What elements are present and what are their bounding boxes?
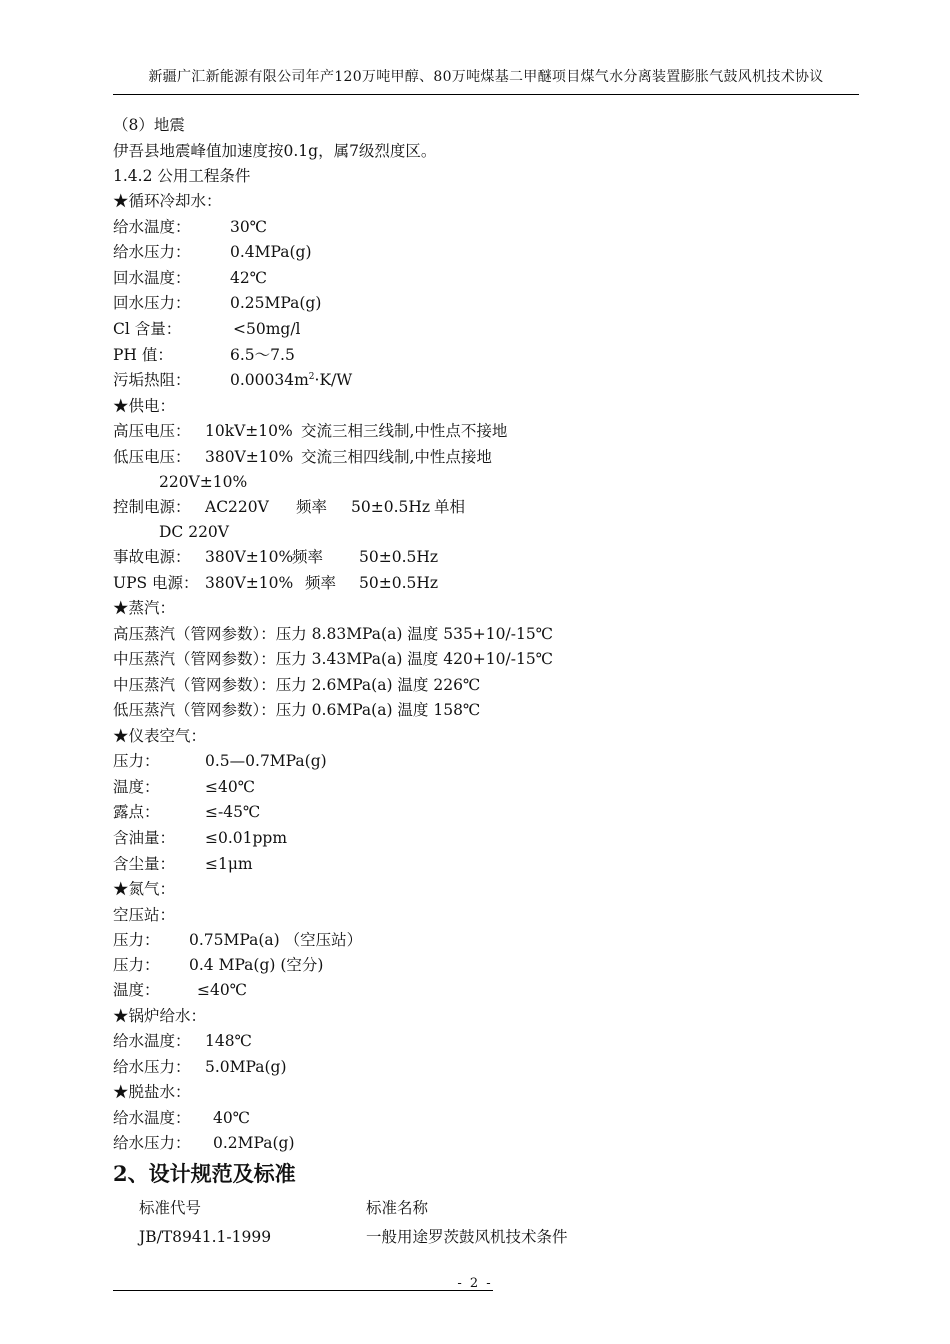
power-emergency-label: 事故电源： (113, 548, 191, 566)
desalted-title: ★脱盐水： (113, 1083, 191, 1101)
steam-line: 低压蒸汽（管网参数）：压力 0.6MPa(a) 温度 158℃ (113, 701, 481, 719)
nitrogen-temp-label: 温度： (113, 981, 160, 999)
page-header: 新疆广汇新能源有限公司年产120万吨甲醇、80万吨煤基二甲醚项目煤气水分离装置膨胀气鼓风机技术协议 (148, 69, 824, 85)
boiler-pressure-label: 给水压力： (113, 1058, 191, 1076)
air-oil: ≤0.01ppm (205, 829, 288, 847)
nitrogen-p2-label: 压力： (113, 956, 160, 974)
earthquake-title: （8）地震 (113, 116, 185, 134)
desalted-temp-label: 给水温度： (113, 1109, 191, 1127)
power-hv-desc: 交流三相三线制,中性点不接地 (301, 422, 508, 440)
steam-line: 中压蒸汽（管网参数）：压力 3.43MPa(a) 温度 420+10/-15℃ (113, 650, 554, 668)
cooling-cl: <50mg/l (233, 320, 301, 338)
power-emergency-freq: 50±0.5Hz (359, 548, 439, 566)
cooling-supply-pressure: 0.4MPa(g) (230, 243, 312, 261)
cooling-return-temp: 42℃ (230, 269, 268, 287)
nitrogen-p1: 0.75MPa(a) （空压站） (189, 931, 363, 949)
air-temp: ≤40℃ (205, 778, 256, 796)
power-ctrl-freq: 50±0.5Hz (351, 498, 431, 516)
nitrogen-temp: ≤40℃ (197, 981, 248, 999)
header-rule (113, 94, 859, 95)
power-hv-label: 高压电压： (113, 422, 191, 440)
power-lv-label: 低压电压： (113, 448, 191, 466)
cooling-cl-label: Cl 含量： (113, 320, 182, 338)
power-ups-freq: 50±0.5Hz (359, 574, 439, 592)
power-ups: 380V±10% (205, 574, 294, 592)
desalted-temp: 40℃ (213, 1109, 251, 1127)
power-emergency: 380V±10% (205, 548, 294, 566)
cooling-fouling-label: 污垢热阻： (113, 371, 191, 389)
cooling-return-pressure: 0.25MPa(g) (230, 294, 322, 312)
page-number: - 2 - (457, 1276, 493, 1291)
standard-code: JB/T8941.1-1999 (139, 1228, 272, 1246)
power-ctrl-label: 控制电源： (113, 498, 191, 516)
air-oil-label: 含油量： (113, 829, 176, 847)
power-hv: 10kV±10% (205, 422, 293, 440)
boiler-title: ★锅炉给水： (113, 1007, 207, 1025)
cooling-ph-label: PH 值： (113, 346, 173, 364)
nitrogen-p1-label: 压力： (113, 931, 160, 949)
cooling-supply-temp: 30℃ (230, 218, 268, 236)
cooling-return-pressure-label: 回水压力： (113, 294, 191, 312)
power-lv2: 220V±10% (159, 473, 248, 491)
cooling-supply-pressure-label: 给水压力： (113, 243, 191, 261)
nitrogen-title: ★氮气： (113, 880, 176, 898)
power-ups-freq-label: 频率 (305, 574, 337, 592)
steam-line: 中压蒸汽（管网参数）：压力 2.6MPa(a) 温度 226℃ (113, 676, 481, 694)
power-ctrl: AC220V (205, 498, 269, 516)
boiler-pressure: 5.0MPa(g) (205, 1058, 287, 1076)
cooling-ph: 6.5～7.5 (230, 346, 295, 364)
steam-title: ★蒸汽： (113, 599, 176, 617)
desalted-pressure: 0.2MPa(g) (213, 1134, 295, 1152)
air-dew: ≤-45℃ (205, 803, 261, 821)
power-emergency-freq-label: 频率 (292, 548, 324, 566)
power-ctrl-freq-label: 频率 (296, 498, 328, 516)
power-ctrl-phase: 单相 (434, 498, 466, 516)
air-dew-label: 露点： (113, 803, 160, 821)
instrument-air-title: ★仪表空气： (113, 727, 207, 745)
power-ctrl-dc: DC 220V (159, 523, 229, 541)
cooling-return-temp-label: 回水温度： (113, 269, 191, 287)
cooling-supply-temp-label: 给水温度： (113, 218, 191, 236)
power-title: ★供电： (113, 397, 176, 415)
boiler-temp: 148℃ (205, 1032, 252, 1050)
power-lv-desc: 交流三相四线制,中性点接地 (301, 448, 492, 466)
cooling-fouling: $0.00034m^2\cdot K/W$ (230, 371, 353, 389)
air-temp-label: 温度： (113, 778, 160, 796)
table-header-name: 标准名称 (366, 1199, 429, 1217)
utilities-title: 1.4.2 公用工程条件 (113, 167, 251, 185)
cooling-title: ★循环冷却水： (113, 192, 222, 210)
desalted-pressure-label: 给水压力： (113, 1134, 191, 1152)
air-pressure-label: 压力： (113, 752, 160, 770)
standard-name: 一般用途罗茨鼓风机技术条件 (366, 1228, 568, 1246)
nitrogen-p2: 0.4 MPa(g) (空分) (189, 956, 324, 974)
footer-rule (113, 1290, 493, 1291)
air-dust-label: 含尘量： (113, 855, 176, 873)
section-heading: 2、设计规范及标准 (113, 1161, 296, 1186)
boiler-temp-label: 给水温度： (113, 1032, 191, 1050)
air-dust: ≤1μm (205, 855, 253, 873)
power-ups-label: UPS 电源： (113, 574, 199, 592)
earthquake-text: 伊吾县地震峰值加速度按0.1g，属7级烈度区。 (113, 142, 437, 160)
nitrogen-station: 空压站： (113, 906, 176, 924)
steam-line: 高压蒸汽（管网参数）：压力 8.83MPa(a) 温度 535+10/-15℃ (113, 625, 554, 643)
air-pressure: 0.5—0.7MPa(g) (205, 752, 327, 770)
power-lv: 380V±10% (205, 448, 294, 466)
table-header-code: 标准代号 (139, 1199, 202, 1217)
